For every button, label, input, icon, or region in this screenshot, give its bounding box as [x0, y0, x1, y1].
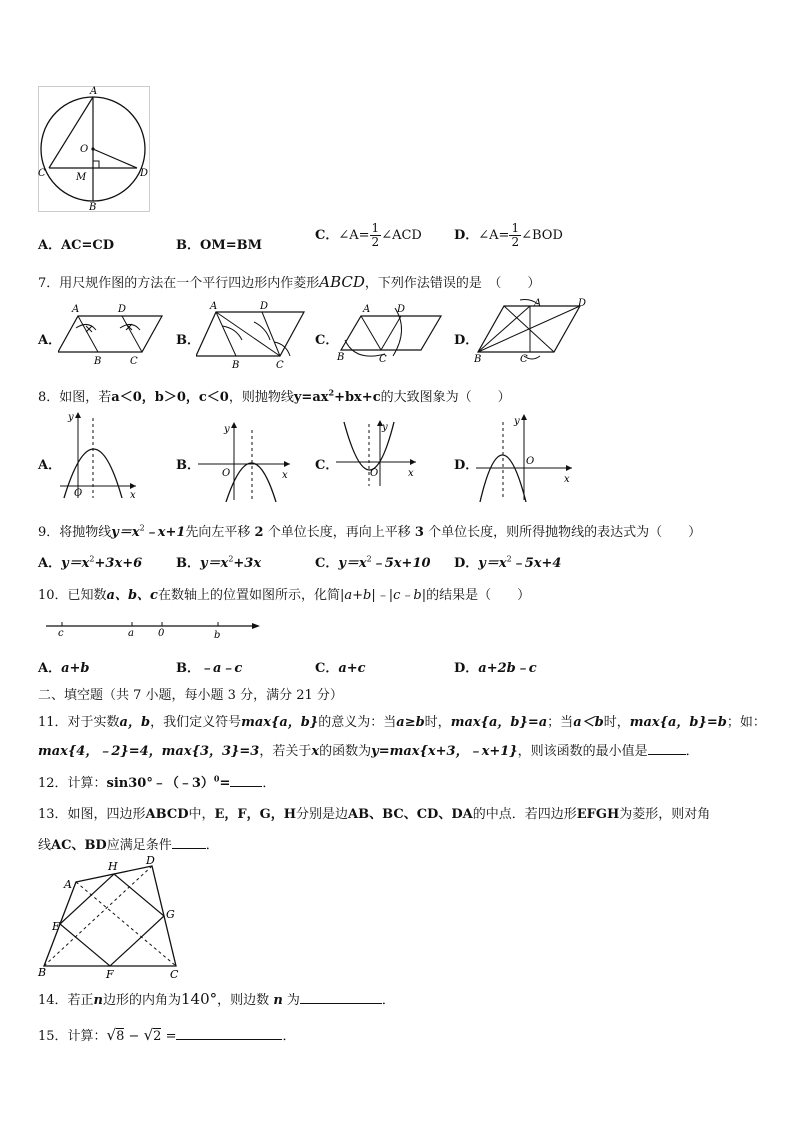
q11-answer-blank[interactable] — [648, 754, 686, 755]
q9-stem — [38, 521, 701, 540]
q7-option-a[interactable]: A． — [38, 333, 62, 348]
q8-option-d[interactable]: D． — [454, 458, 479, 473]
fraction — [509, 222, 521, 249]
option-text-rest: ﹣5x+4 — [511, 556, 562, 571]
option-letter: B． — [176, 238, 200, 253]
q8-conditions: a＜0，b＞0，c＜0 — [111, 390, 229, 405]
q7a-label-A: A — [72, 304, 80, 315]
q8-stem-pre: 8．如图，若 — [38, 390, 112, 405]
q11-text: ． — [685, 744, 699, 759]
q9-stem-post: 个单位长度，则所得抛物线的表达式为（ ） — [428, 525, 702, 540]
q13-text: 13．如图，四边形 — [38, 807, 146, 822]
q8b-y-label: y — [224, 424, 230, 435]
option-text-rest: ﹣5x+10 — [371, 556, 431, 571]
q7a-label-B: B — [94, 356, 102, 367]
q14-text: ． — [381, 993, 395, 1008]
q11-math: max{a，b} — [241, 715, 319, 730]
q15-minus: − — [128, 1029, 140, 1044]
q10-option-d[interactable] — [454, 657, 537, 676]
q7-stem-pre: 7．用尺规作图的方法在一个平行四边形内作菱形 — [38, 276, 320, 291]
q8-function: y=ax — [293, 390, 329, 405]
fraction — [370, 222, 382, 249]
q10-stem-mid: 在数轴上的位置如图所示，化简 — [157, 588, 340, 603]
option-text-pre: ∠A= — [478, 228, 510, 243]
q11-text: 时， — [424, 715, 451, 730]
q8-stem-post: 的大致图象为（ ） — [380, 390, 511, 405]
q8c-y-label: y — [382, 422, 388, 433]
q13-line1 — [38, 803, 710, 822]
q14-angle: 140° — [181, 990, 218, 1008]
option-text-rest: +3x+6 — [94, 556, 143, 571]
q8-stem — [38, 386, 511, 405]
q13-math: AC、BD — [51, 838, 107, 853]
q10-stem — [38, 584, 530, 603]
q7a-label-C: C — [130, 356, 138, 367]
q13-answer-blank[interactable] — [172, 848, 206, 849]
option-letter: C． — [315, 228, 339, 243]
q8c-origin-label: O — [370, 468, 379, 479]
q11-math: max{4，﹣2}=4，max{3，3}=3 — [38, 744, 260, 759]
q13-label-G: G — [166, 908, 175, 921]
q9-option-c[interactable] — [315, 552, 431, 571]
option-text-pre: ∠A= — [338, 228, 370, 243]
q12 — [38, 772, 275, 791]
q13-quadrilateral-figure — [36, 852, 186, 984]
sqrt-symbol: √ — [106, 1026, 117, 1044]
q8-graph-b — [196, 420, 292, 506]
q15-equals: = — [165, 1029, 177, 1044]
q13-label-D: D — [146, 854, 155, 867]
q6-option-b[interactable] — [176, 234, 262, 253]
option-letter: B． — [176, 661, 200, 676]
fig6-label-A: A — [90, 86, 98, 97]
q8-graph-c — [334, 418, 418, 492]
q11-math: x — [311, 744, 320, 759]
fig6-label-O: O — [80, 144, 89, 155]
q7b-label-C: C — [276, 360, 284, 370]
option-text: y＝x — [200, 556, 229, 571]
q8b-x-label: x — [282, 470, 288, 481]
option-letter: A． — [38, 661, 62, 676]
q8a-origin-label: O — [74, 488, 83, 499]
q15-radicand-2: 2 — [153, 1029, 162, 1044]
q13-text: 应满足条件 — [106, 838, 172, 853]
q14 — [38, 989, 395, 1008]
q13-math: ABCD — [145, 807, 189, 822]
q12-text: 12．计算： — [38, 776, 107, 791]
q6-option-c[interactable] — [315, 222, 422, 249]
q7c-label-A: A — [363, 304, 371, 315]
q15 — [38, 1025, 295, 1044]
q9-function-exponent: 2 — [139, 523, 145, 533]
fig6-label-C: C — [38, 168, 46, 179]
q7d-label-C: C — [520, 354, 528, 365]
q13-label-H: H — [108, 860, 118, 873]
q9-stem-mid1: 先向左平移 — [185, 525, 251, 540]
q7d-label-D: D — [578, 298, 587, 309]
q9-option-a[interactable] — [38, 552, 142, 571]
q13-label-E: E — [52, 920, 61, 933]
q10-option-b[interactable] — [176, 657, 242, 676]
q9-function-rest: ﹣x+1 — [144, 525, 186, 540]
q7-stem-math: ABCD — [319, 273, 365, 291]
q7-figure-c — [335, 300, 447, 372]
option-letter: D． — [454, 228, 479, 243]
q8-option-c[interactable]: C． — [315, 458, 339, 473]
q6-option-a[interactable] — [38, 234, 114, 253]
q11-line2 — [38, 740, 699, 759]
q7-option-c[interactable]: C． — [315, 333, 339, 348]
q8c-x-label: x — [408, 468, 414, 479]
q7-stem-post: ，下列作法错误的是 （ ） — [364, 276, 541, 291]
q13-label-B: B — [38, 966, 47, 979]
sqrt-symbol: √ — [143, 1026, 154, 1044]
q13-line2 — [38, 834, 219, 853]
q11-math: max{a，b}=a — [450, 715, 548, 730]
q14-text: 边形的内角为 — [103, 993, 182, 1008]
option-letter: C． — [315, 661, 339, 676]
q13-text: 的中点．若四边形 — [472, 807, 577, 822]
q12-equals: = — [219, 776, 231, 791]
q8-function-exponent: 2 — [328, 387, 335, 398]
q12-expression: sin30°﹣（﹣3） — [106, 776, 214, 791]
q7b-label-D: D — [260, 301, 269, 312]
q15-text: 15．计算： — [38, 1029, 107, 1044]
q9-option-d[interactable] — [454, 552, 561, 571]
fig6-label-D: D — [140, 168, 149, 179]
q10-option-a[interactable] — [38, 657, 90, 676]
q7-stem — [38, 272, 540, 291]
q14-math: n — [273, 993, 283, 1008]
option-text: a+b — [61, 661, 90, 676]
q13-text: 分别是边 — [296, 807, 349, 822]
q11-math: a≥b — [396, 715, 425, 730]
section-title-fill-in: 二、填空题（共 7 小题，每小题 3 分，满分 21 分） — [38, 688, 343, 703]
q8-function-rest: +bx+c — [334, 390, 381, 405]
q7-figure-b — [196, 298, 308, 374]
q7-figure-a — [58, 300, 166, 372]
q10-stem-pre: 10．已知数 — [38, 588, 107, 603]
q7b-label-B: B — [232, 360, 240, 370]
option-letter: A． — [38, 238, 62, 253]
q8d-x-label: x — [564, 474, 570, 485]
option-exponent: 2 — [366, 554, 372, 564]
q11-text: ，则该函数的最小值是 — [517, 744, 648, 759]
option-text-post: ∠BOD — [521, 228, 563, 243]
option-letter: C． — [315, 556, 339, 571]
q11-text: ；如： — [726, 715, 766, 730]
q11-text: ；当 — [547, 715, 574, 730]
q11-text: ，我们定义符号 — [150, 715, 242, 730]
fig6-label-B: B — [89, 202, 97, 212]
q7a-label-D: D — [118, 304, 127, 315]
option-text: y＝x — [61, 556, 90, 571]
q6-circle-svg — [38, 86, 150, 212]
option-text: ﹣a﹣c — [200, 661, 243, 676]
q8-option-a[interactable]: A． — [38, 458, 62, 473]
q10-label-a: a — [128, 628, 134, 639]
option-text: a+2b﹣c — [478, 661, 537, 676]
q8-graph-d — [474, 412, 574, 506]
q15-radicand-1: 8 — [116, 1029, 125, 1044]
option-text: y＝x — [478, 556, 507, 571]
q13-label-A: A — [64, 878, 72, 891]
q13-text: 线 — [38, 838, 52, 853]
q10-expression: |a+b|﹣|c﹣b| — [340, 588, 427, 603]
option-exponent: 2 — [89, 554, 95, 564]
q12-answer-blank[interactable] — [230, 786, 262, 787]
q7d-label-A: A — [534, 298, 542, 309]
q9-stem-pre: 9．将抛物线 — [38, 525, 112, 540]
q7-figure-d — [474, 296, 594, 370]
q10-stem-post: 的结果是（ ） — [426, 588, 531, 603]
q6-circle-figure — [38, 86, 150, 212]
option-exponent: 2 — [506, 554, 512, 564]
q13-label-C: C — [170, 968, 179, 980]
q11-math: a，b — [119, 715, 151, 730]
q10-label-b: b — [214, 630, 221, 641]
q8-stem-mid: ，则抛物线 — [228, 390, 294, 405]
option-text: y＝x — [338, 556, 367, 571]
q13-math: AB、BC、CD、DA — [348, 807, 473, 822]
q7-option-b[interactable]: B． — [176, 333, 200, 348]
fraction-numerator: 1 — [371, 221, 380, 235]
q7c-label-C: C — [379, 354, 387, 365]
q8-option-b[interactable]: B． — [176, 458, 200, 473]
q12-text: ． — [262, 776, 276, 791]
q9-shift-left: 2 — [254, 525, 264, 540]
option-letter: D． — [454, 661, 479, 676]
option-text: AC=CD — [61, 238, 115, 253]
q8-graph-a — [58, 410, 138, 504]
q15-text: ． — [282, 1029, 296, 1044]
q11-text: 时， — [603, 715, 630, 730]
q7b-label-A: A — [210, 301, 218, 312]
q10-label-c: c — [58, 628, 64, 639]
q13-math: EFGH — [576, 807, 620, 822]
q10-variables: a、b、c — [106, 588, 158, 603]
q9-shift-up: 3 — [414, 525, 424, 540]
fraction-numerator: 1 — [511, 221, 520, 235]
q12-exponent: 0 — [213, 773, 220, 784]
fraction-denominator: 2 — [371, 235, 380, 249]
q8a-x-label: x — [130, 490, 136, 500]
q7c-label-B: B — [337, 352, 345, 363]
q13-text: ． — [205, 838, 219, 853]
q7-option-d[interactable]: D． — [454, 333, 479, 348]
q11-text: 11．对于实数 — [38, 715, 120, 730]
option-exponent: 2 — [228, 554, 234, 564]
option-text: a+c — [338, 661, 366, 676]
q9-stem-mid2: 个单位长度，再向上平移 — [267, 525, 411, 540]
q8b-origin-label: O — [222, 468, 231, 479]
q14-text: 为 — [286, 993, 300, 1008]
q9-option-b[interactable] — [176, 552, 261, 571]
q8a-y-label: y — [68, 412, 74, 423]
q14-text: ，则边数 — [217, 993, 270, 1008]
q11-math: max{a，b}=b — [629, 715, 727, 730]
q11-line1 — [38, 711, 766, 730]
option-text: OM=BM — [200, 238, 262, 253]
q13-label-F: F — [106, 968, 114, 980]
q14-math: n — [93, 993, 103, 1008]
q10-option-c[interactable] — [315, 657, 366, 676]
fig6-label-M: M — [76, 172, 87, 183]
q13-text: 为菱形，则对角 — [619, 807, 711, 822]
q10-label-zero: 0 — [158, 628, 165, 639]
q11-math: y=max{x+3，﹣x+1} — [371, 744, 518, 759]
q11-math: a＜b — [573, 715, 604, 730]
q9-function: y＝x — [111, 525, 140, 540]
option-text-rest: +3x — [233, 556, 262, 571]
q6-option-d[interactable] — [454, 222, 563, 249]
q7c-label-D: D — [397, 304, 406, 315]
q8d-origin-label: O — [526, 456, 535, 467]
q14-text: 14．若正 — [38, 993, 94, 1008]
q11-text: ，若关于 — [259, 744, 312, 759]
option-text-post: ∠ACD — [381, 228, 422, 243]
q11-text: 的函数为 — [319, 744, 372, 759]
q11-text: 的意义为：当 — [318, 715, 397, 730]
q13-text: 中， — [188, 807, 215, 822]
fraction-denominator: 2 — [511, 235, 520, 249]
q10-number-line — [44, 614, 264, 648]
option-letter: B． — [176, 556, 200, 571]
option-letter: A． — [38, 556, 62, 571]
q8d-y-label: y — [514, 416, 520, 427]
q15-answer-blank[interactable] — [176, 1039, 282, 1040]
option-letter: D． — [454, 556, 479, 571]
q14-answer-blank[interactable] — [300, 1003, 382, 1004]
q7d-label-B: B — [474, 354, 482, 365]
q13-math: E，F，G，H — [214, 807, 297, 822]
